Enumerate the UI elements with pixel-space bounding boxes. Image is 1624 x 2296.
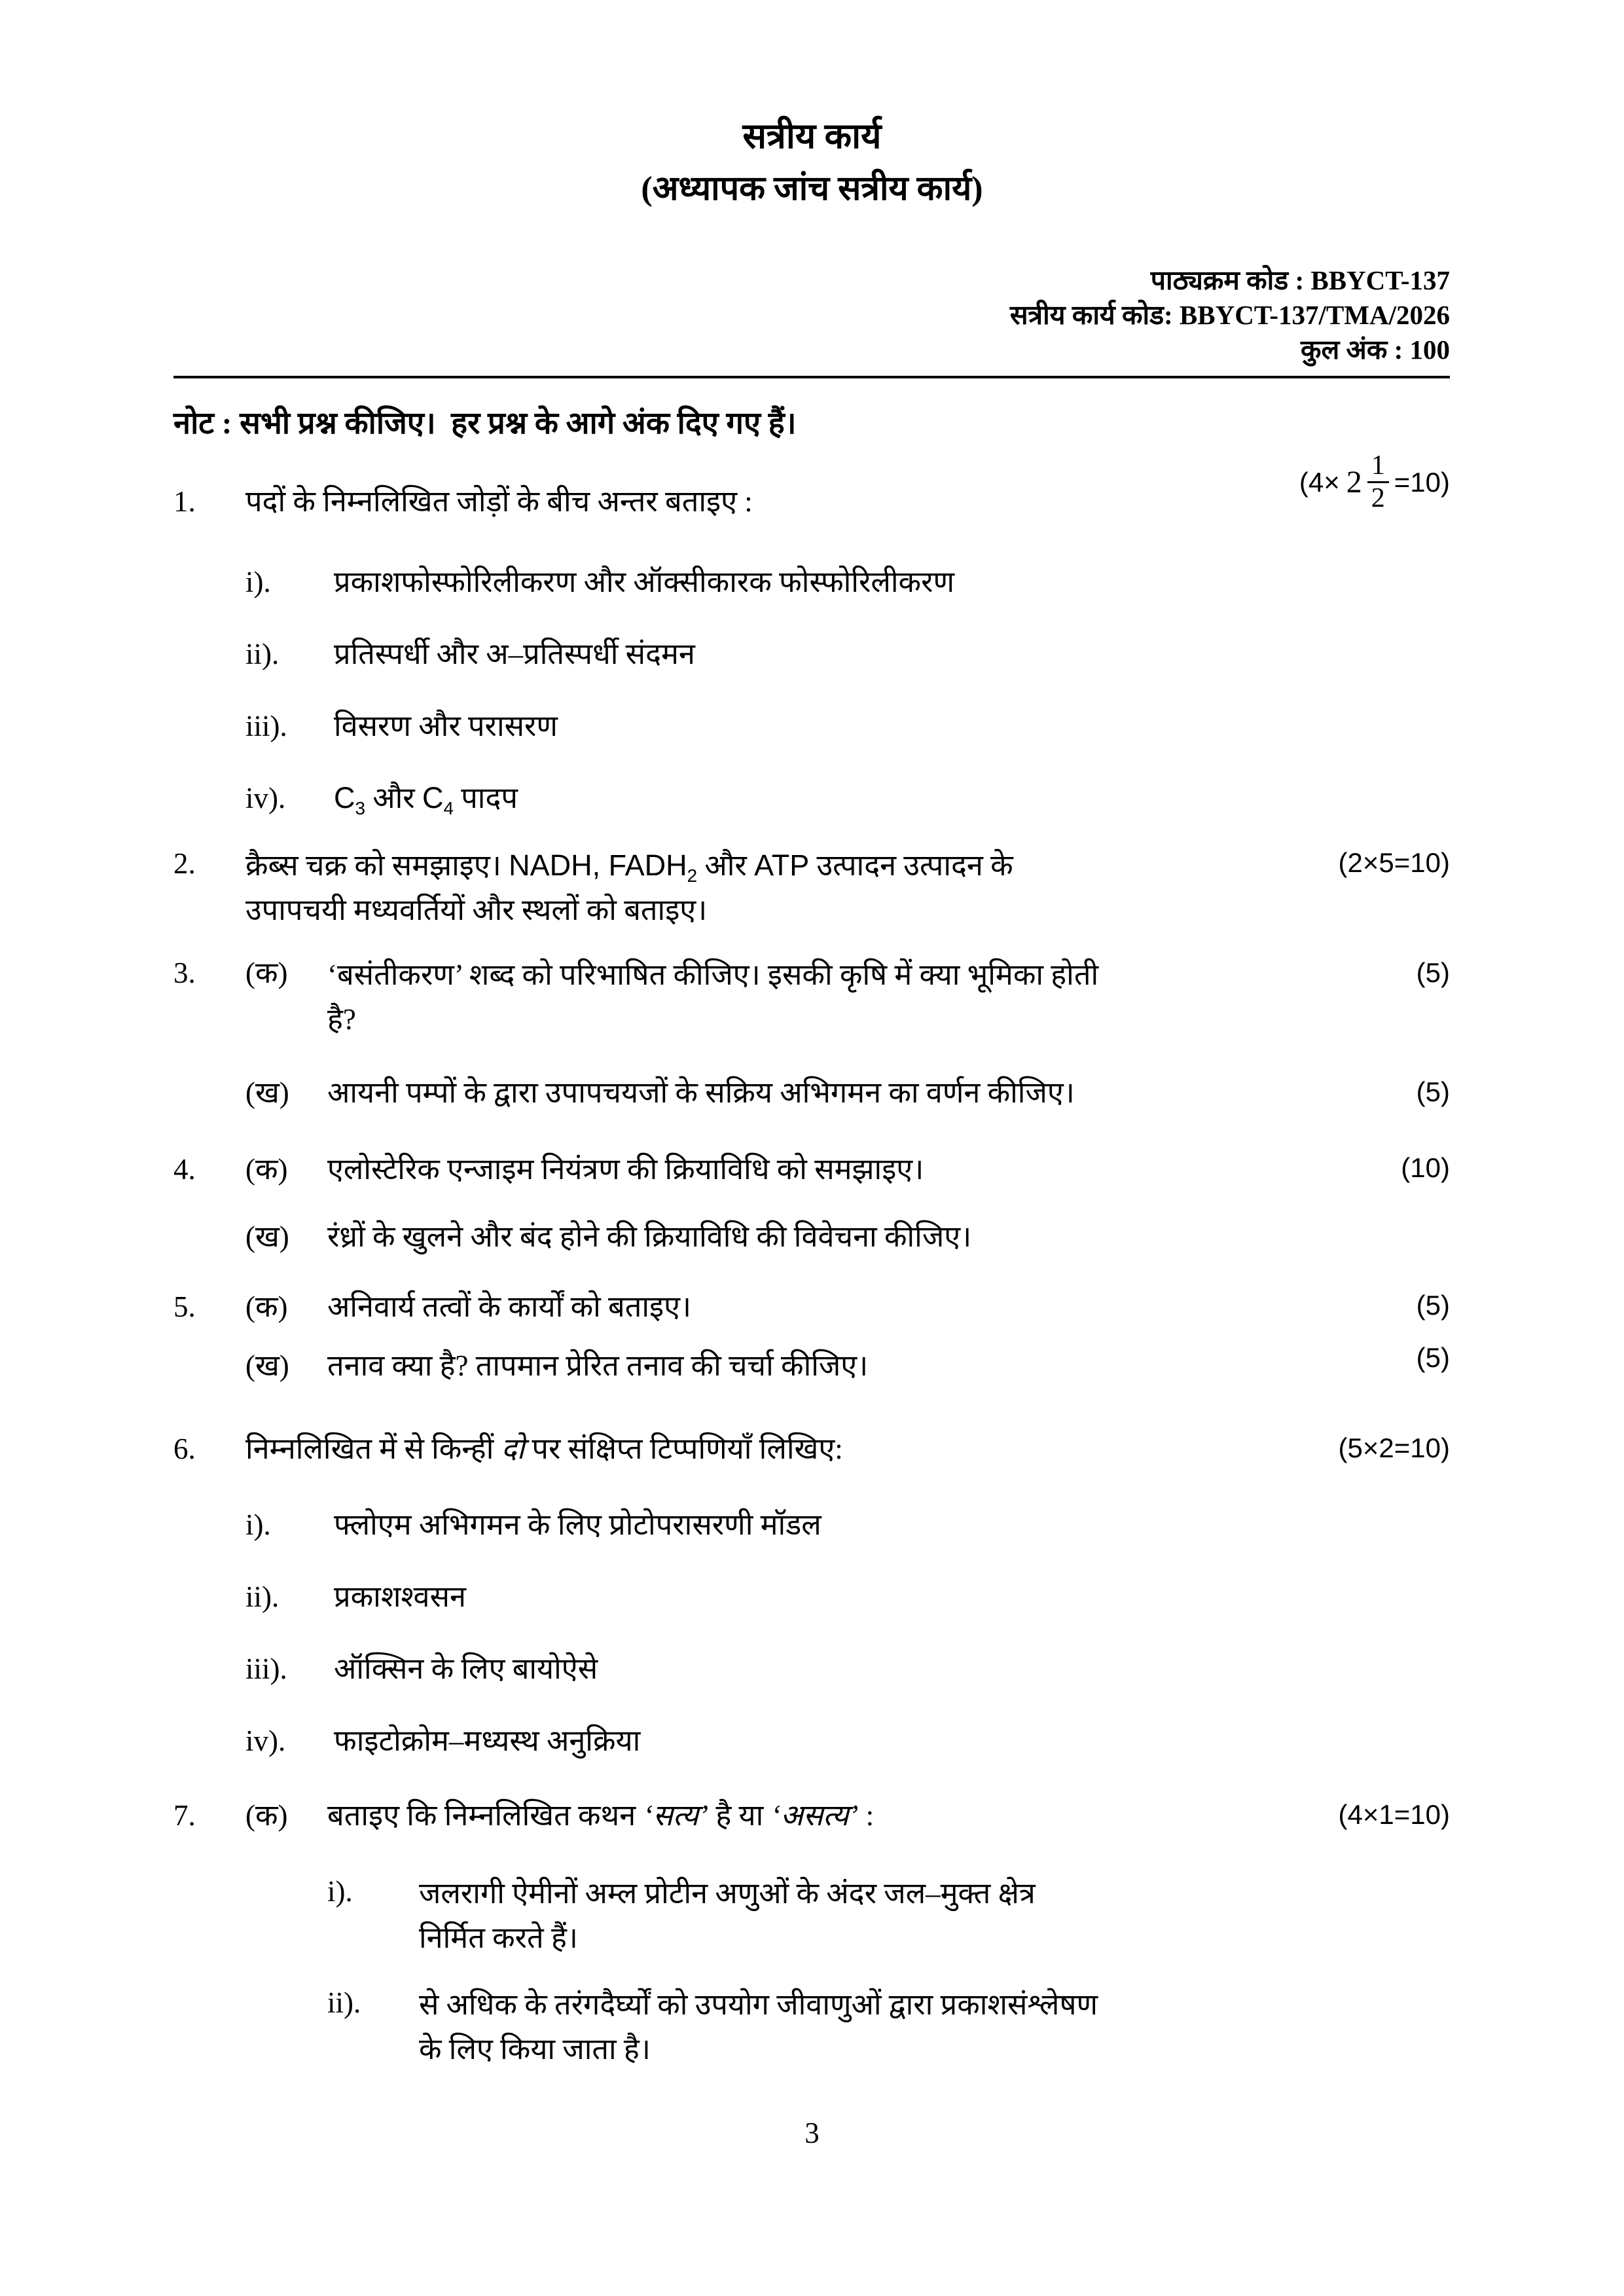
question-6-text: निम्नलिखित में से किन्हीं दो पर संक्षिप्त टिप्पणियाँ लिखिए:: [245, 1432, 843, 1465]
question-6-marks: (5×2=10): [1338, 1432, 1450, 1463]
q5a-marks: (5): [1416, 1290, 1450, 1321]
header-divider: [173, 376, 1450, 378]
q3a-marks: (5): [1416, 957, 1450, 988]
q6-item-ii-label: ii).: [245, 1580, 280, 1613]
q3a-line1: ‘बसंतीकरण’ शब्द को परिभाषित कीजिए। इसकी कृषि में क्या भूमिका होती: [327, 958, 1099, 991]
q1-item-iii-label: iii).: [245, 710, 287, 742]
question-4a: [173, 1149, 1450, 1190]
q5a-part-label: (क): [245, 1290, 288, 1323]
question-1-item-iv: [173, 778, 1450, 818]
question-7-text: बताइए कि निम्नलिखित कथन ‘सत्य’ है या ‘असत्य’ :: [327, 1799, 875, 1832]
q2-line1: क्रैब्स चक्र को समझाइए। NADH, $FADH_2$ और ATP उत्पादन उत्पादन के: [245, 848, 1013, 886]
q1-item-ii-label: ii).: [245, 638, 280, 670]
q6-item-iii-text: ऑक्सिन के लिए बायोऐसे: [334, 1652, 598, 1685]
q1-marks-numerator: 1: [1367, 450, 1389, 483]
q4a-text: एलोस्टेरिक एन्जाइम नियंत्रण की क्रियाविधि को समझाइए।: [327, 1153, 924, 1186]
question-5-number: 5.: [173, 1290, 196, 1323]
q3b-text: आयनी पम्पों के द्वारा उपापचयजों के सक्रिय अभिगमन का वर्णन कीजिए।: [327, 1076, 1075, 1109]
q1-c3: $C_3$: [334, 781, 366, 818]
question-4b: [173, 1216, 1450, 1257]
q6-item-iii-label: iii).: [245, 1652, 287, 1685]
question-7: [173, 1795, 1450, 1836]
question-7-number: 7.: [173, 1799, 196, 1832]
question-2-text: [245, 843, 1450, 932]
q1-marks-whole: 2: [1346, 465, 1362, 500]
note-line: नोट : सभी प्रश्न कीजिए। हर प्रश्न के आगे अंक दिए गए हैं।: [173, 407, 797, 441]
q7-item-i-label: i).: [327, 1875, 353, 1908]
q7-item-ii-line1: से अधिक के तरंगदैर्घ्यों को उपयोग जीवाणुओं द्वारा प्रकाशसंश्लेषण: [419, 1988, 1098, 2021]
page-title: सत्रीय कार्य: [742, 117, 882, 156]
q6-item-iv-text: फाइटोक्रोम–मध्यस्थ अनुक्रिया: [334, 1724, 641, 1757]
q7-italic-false: ‘असत्य’: [770, 1799, 859, 1832]
question-3b: [173, 1072, 1450, 1113]
question-2: [173, 843, 1450, 932]
total-marks: कुल अंक : 100: [1300, 335, 1450, 365]
q1-marks-close: =10): [1394, 466, 1450, 498]
question-3-number: 3.: [173, 957, 196, 989]
q3a-text: [327, 953, 1450, 1042]
q7-part-label: (क): [245, 1799, 288, 1832]
question-1-text: पदों के निम्नलिखित जोड़ों के बीच अन्तर बताइए :: [245, 485, 753, 518]
question-6-item-ii: [173, 1576, 1450, 1617]
q6-item-i-text: फ्लोएम अभिगमन के लिए प्रोटोपरासरणी मॉडल: [334, 1508, 821, 1541]
question-6-item-i: [173, 1504, 1450, 1545]
q6-item-ii-text: प्रकाशश्वसन: [334, 1580, 466, 1613]
question-1-item-ii: [173, 634, 1450, 674]
q7-item-ii-line2: के लिए किया जाता है।: [419, 2033, 651, 2066]
question-6-item-iii: [173, 1649, 1450, 1689]
q3b-marks: (5): [1416, 1076, 1450, 1107]
q1-item-iv-label: iv).: [245, 782, 286, 814]
q7-italic-true: ‘सत्य’: [643, 1799, 709, 1832]
q1-item-iv-text: [334, 778, 1450, 818]
q1-item-i-label: i).: [245, 566, 271, 598]
q1-c4: $C_4$: [422, 781, 454, 818]
q4b-text: रंध्रों के खुलने और बंद होने की क्रियाविधि की विवेचना कीजिए।: [327, 1220, 972, 1253]
q7-item-i-line2: निर्मित करते हैं।: [419, 1922, 578, 1954]
question-1-marks: [1299, 450, 1450, 514]
q5a-text: अनिवार्य तत्वों के कार्यों को बताइए।: [327, 1290, 692, 1323]
question-4-number: 4.: [173, 1153, 196, 1186]
q3b-part-label: (ख): [245, 1076, 289, 1109]
question-7-item-ii: [173, 1982, 1450, 2071]
q7-item-i-line1: जलरागी ऐमीनों अम्ल प्रोटीन अणुओं के अंदर जल–मुक्त क्षेत्र: [419, 1877, 1036, 1910]
q5b-part-label: (ख): [245, 1349, 289, 1382]
question-7-item-i: [173, 1871, 1450, 1960]
q1-item-i-text: प्रकाशफोस्फोरिलीकरण और ऑक्सीकारक फोस्फोरिलीकरण: [334, 566, 955, 598]
question-2-marks: (2×5=10): [1338, 847, 1450, 878]
q7-item-i-text: [419, 1871, 1450, 1960]
q1-item-ii-text: प्रतिस्पर्धी और अ–प्रतिस्पर्धी संदमन: [334, 638, 695, 670]
question-6: [173, 1429, 1450, 1469]
question-1: [173, 481, 1450, 522]
course-code: पाठ्यक्रम कोड : BBYCT-137: [1150, 265, 1450, 295]
q1-iv-mid: और: [365, 782, 422, 814]
q6-item-iv-label: iv).: [245, 1724, 286, 1757]
page-subtitle: (अध्यापक जांच सत्रीय कार्य): [641, 170, 983, 208]
q7-item-ii-text: [419, 1982, 1450, 2071]
question-1-number: 1.: [173, 485, 196, 518]
q1-iv-tail: पादप: [453, 782, 518, 814]
q4b-part-label: (ख): [245, 1220, 289, 1253]
q1-item-iii-text: विसरण और परासरण: [334, 710, 558, 742]
q2-line2: उपापचयी मध्यवर्तियों और स्थलों को बताइए।: [245, 894, 708, 926]
q6-item-i-label: i).: [245, 1508, 271, 1541]
page-number: 3: [804, 2117, 820, 2149]
q7-item-ii-label: ii).: [327, 1986, 361, 2019]
question-5b: [173, 1345, 1450, 1386]
header-codes: [1010, 263, 1450, 367]
question-6-number: 6.: [173, 1432, 196, 1465]
assignment-code: सत्रीय कार्य कोड: BBYCT-137/TMA/2026: [1009, 300, 1450, 330]
q3a-part-label: (क): [245, 957, 288, 989]
q3a-line2: है?: [327, 1003, 356, 1036]
q5b-text: तनाव क्या है? तापमान प्रेरित तनाव की चर्चा कीजिए।: [327, 1349, 869, 1382]
q1-marks-open: (4×: [1299, 466, 1340, 498]
question-6-item-iv: [173, 1721, 1450, 1761]
q5b-marks: (5): [1416, 1342, 1450, 1373]
q4a-part-label: (क): [245, 1153, 288, 1186]
question-1-item-i: [173, 562, 1450, 602]
question-1-item-iii: [173, 706, 1450, 746]
question-3a: [173, 953, 1450, 1042]
q4a-marks: (10): [1401, 1152, 1450, 1183]
question-5a: [173, 1286, 1450, 1327]
q1-marks-fraction: [1367, 450, 1389, 514]
question-7-marks: (4×1=10): [1338, 1799, 1450, 1830]
q6-italic-do: दो: [501, 1432, 525, 1465]
q1-marks-denominator: 2: [1371, 483, 1385, 514]
question-2-number: 2.: [173, 847, 196, 880]
